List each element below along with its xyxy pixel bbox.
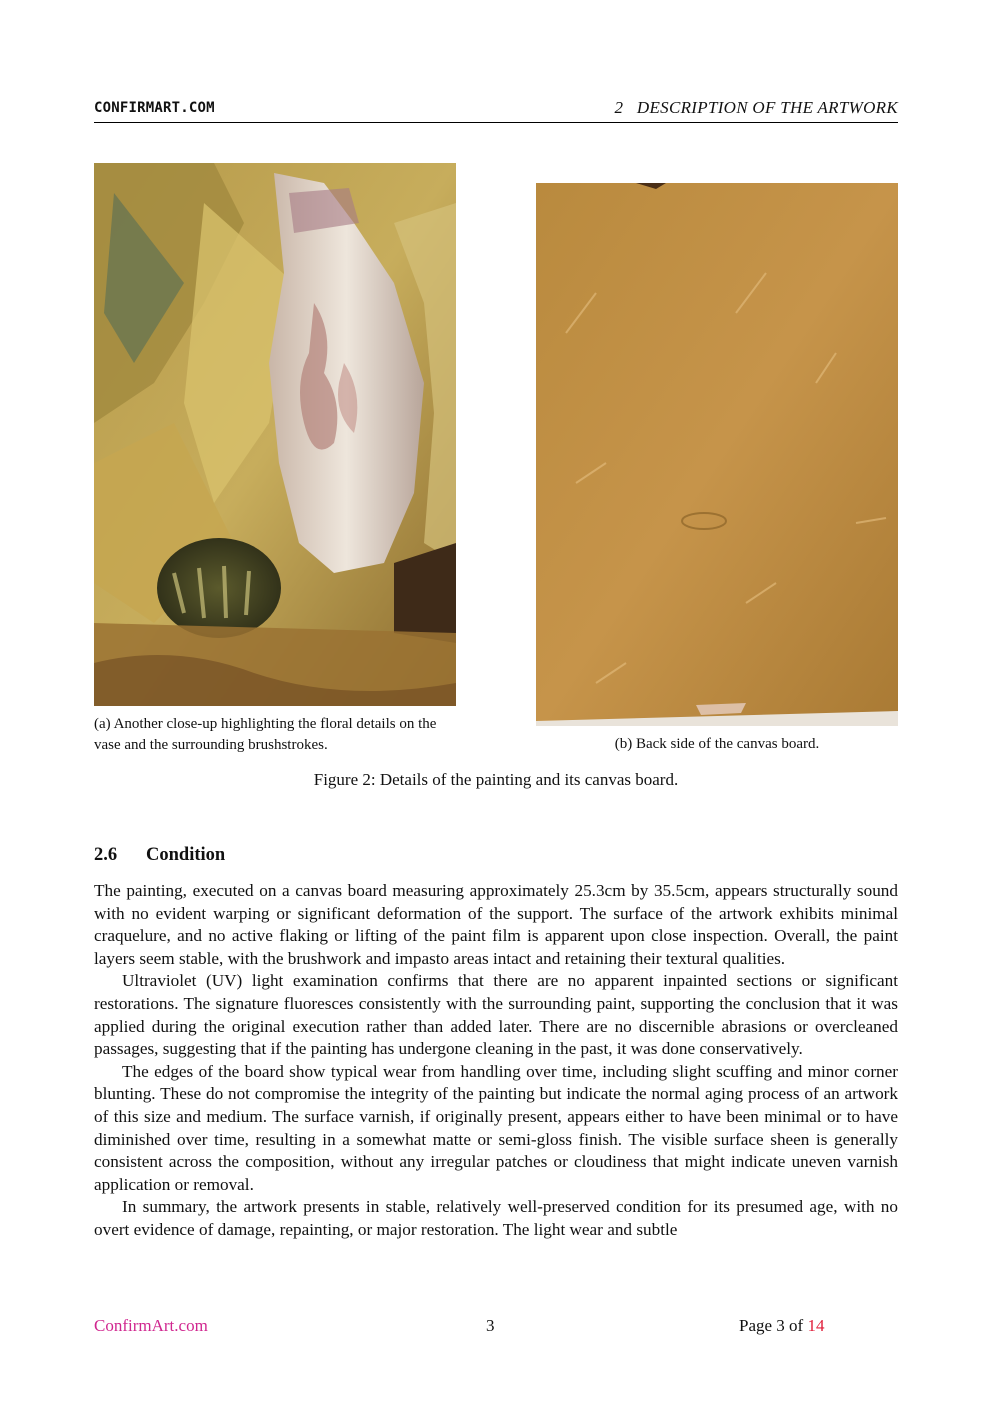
section-heading: [94, 845, 225, 866]
section-title: Condition: [146, 845, 226, 865]
running-header: [94, 96, 898, 123]
figure-b-caption: (b) Back side of the canvas board.: [614, 736, 820, 752]
footer-site-link[interactable]: ConfirmArt.com: [94, 1316, 208, 1335]
footer-page-number: 3: [486, 1316, 495, 1335]
page-footer: [94, 1316, 898, 1340]
canvas-back-image: [536, 183, 898, 726]
paragraph: In summary, the artwork presents in stable, relatively well-preserved condition for its presumed age, with no overt evidence of damage, repainting, or major restoration. The light wear and subtle: [94, 1197, 898, 1239]
paragraph: The edges of the board show typical wear from handling over time, including slight scuffing and minor corner blunting. These do not compromise the integrity of the painting but indicate the normal aging process of an artwork of this size and medium. The surface varnish, if originally present, appears either to have been minimal or to have diminished over time, resulting in a somewhat matte or semi-gloss finish. The visible surface sheen is generally consistent across the composition, without any irregular patches or cloudiness that might indicate uneven varnish application or removal.: [94, 1061, 898, 1194]
paragraph: The painting, executed on a canvas board measuring approximately 25.3cm by 35.5cm, appears structurally sound with no evident warping or significant deformation of the support. The surface of the artwork exhibits minimal craquelure, and no active flaking or lifting of the paint film is apparent upon close inspection. Overall, the paint layers seem stable, with the brushwork and impasto areas intact and retaining their textural qualities.: [94, 881, 898, 968]
running-section-title: 2 DESCRIPTION OF THE ARTWORK: [614, 98, 898, 117]
section-body: [94, 880, 898, 1242]
figure-caption: Figure 2: Details of the painting and its canvas board.: [313, 770, 679, 789]
vase-closeup-image: [94, 163, 456, 706]
figure-a-vase-closeup: [94, 163, 456, 706]
paragraph: Ultraviolet (UV) light examination confirms that there are no apparent inpainted sections or significant restorations. The signature fluoresces consistently with the surrounding paint, supporting the conclusion that it was applied during the original execution rather than added later. There are no discernible abrasions or overcleaned passages, suggesting that if the painting has undergone cleaning in the past, it was done conservatively.: [94, 971, 898, 1059]
footer-total-pages[interactable]: 14: [807, 1316, 825, 1335]
footer-page-of: Page 3 of 14: [739, 1316, 825, 1335]
figure-a-caption: (a) Another close-up highlighting the floral details on the vase and the surrounding brushstrokes.: [94, 716, 437, 753]
section-number: 2.6: [94, 845, 118, 865]
figure-b-canvas-back: [536, 183, 898, 726]
site-logo: CONFIRMART.COM: [94, 100, 215, 116]
